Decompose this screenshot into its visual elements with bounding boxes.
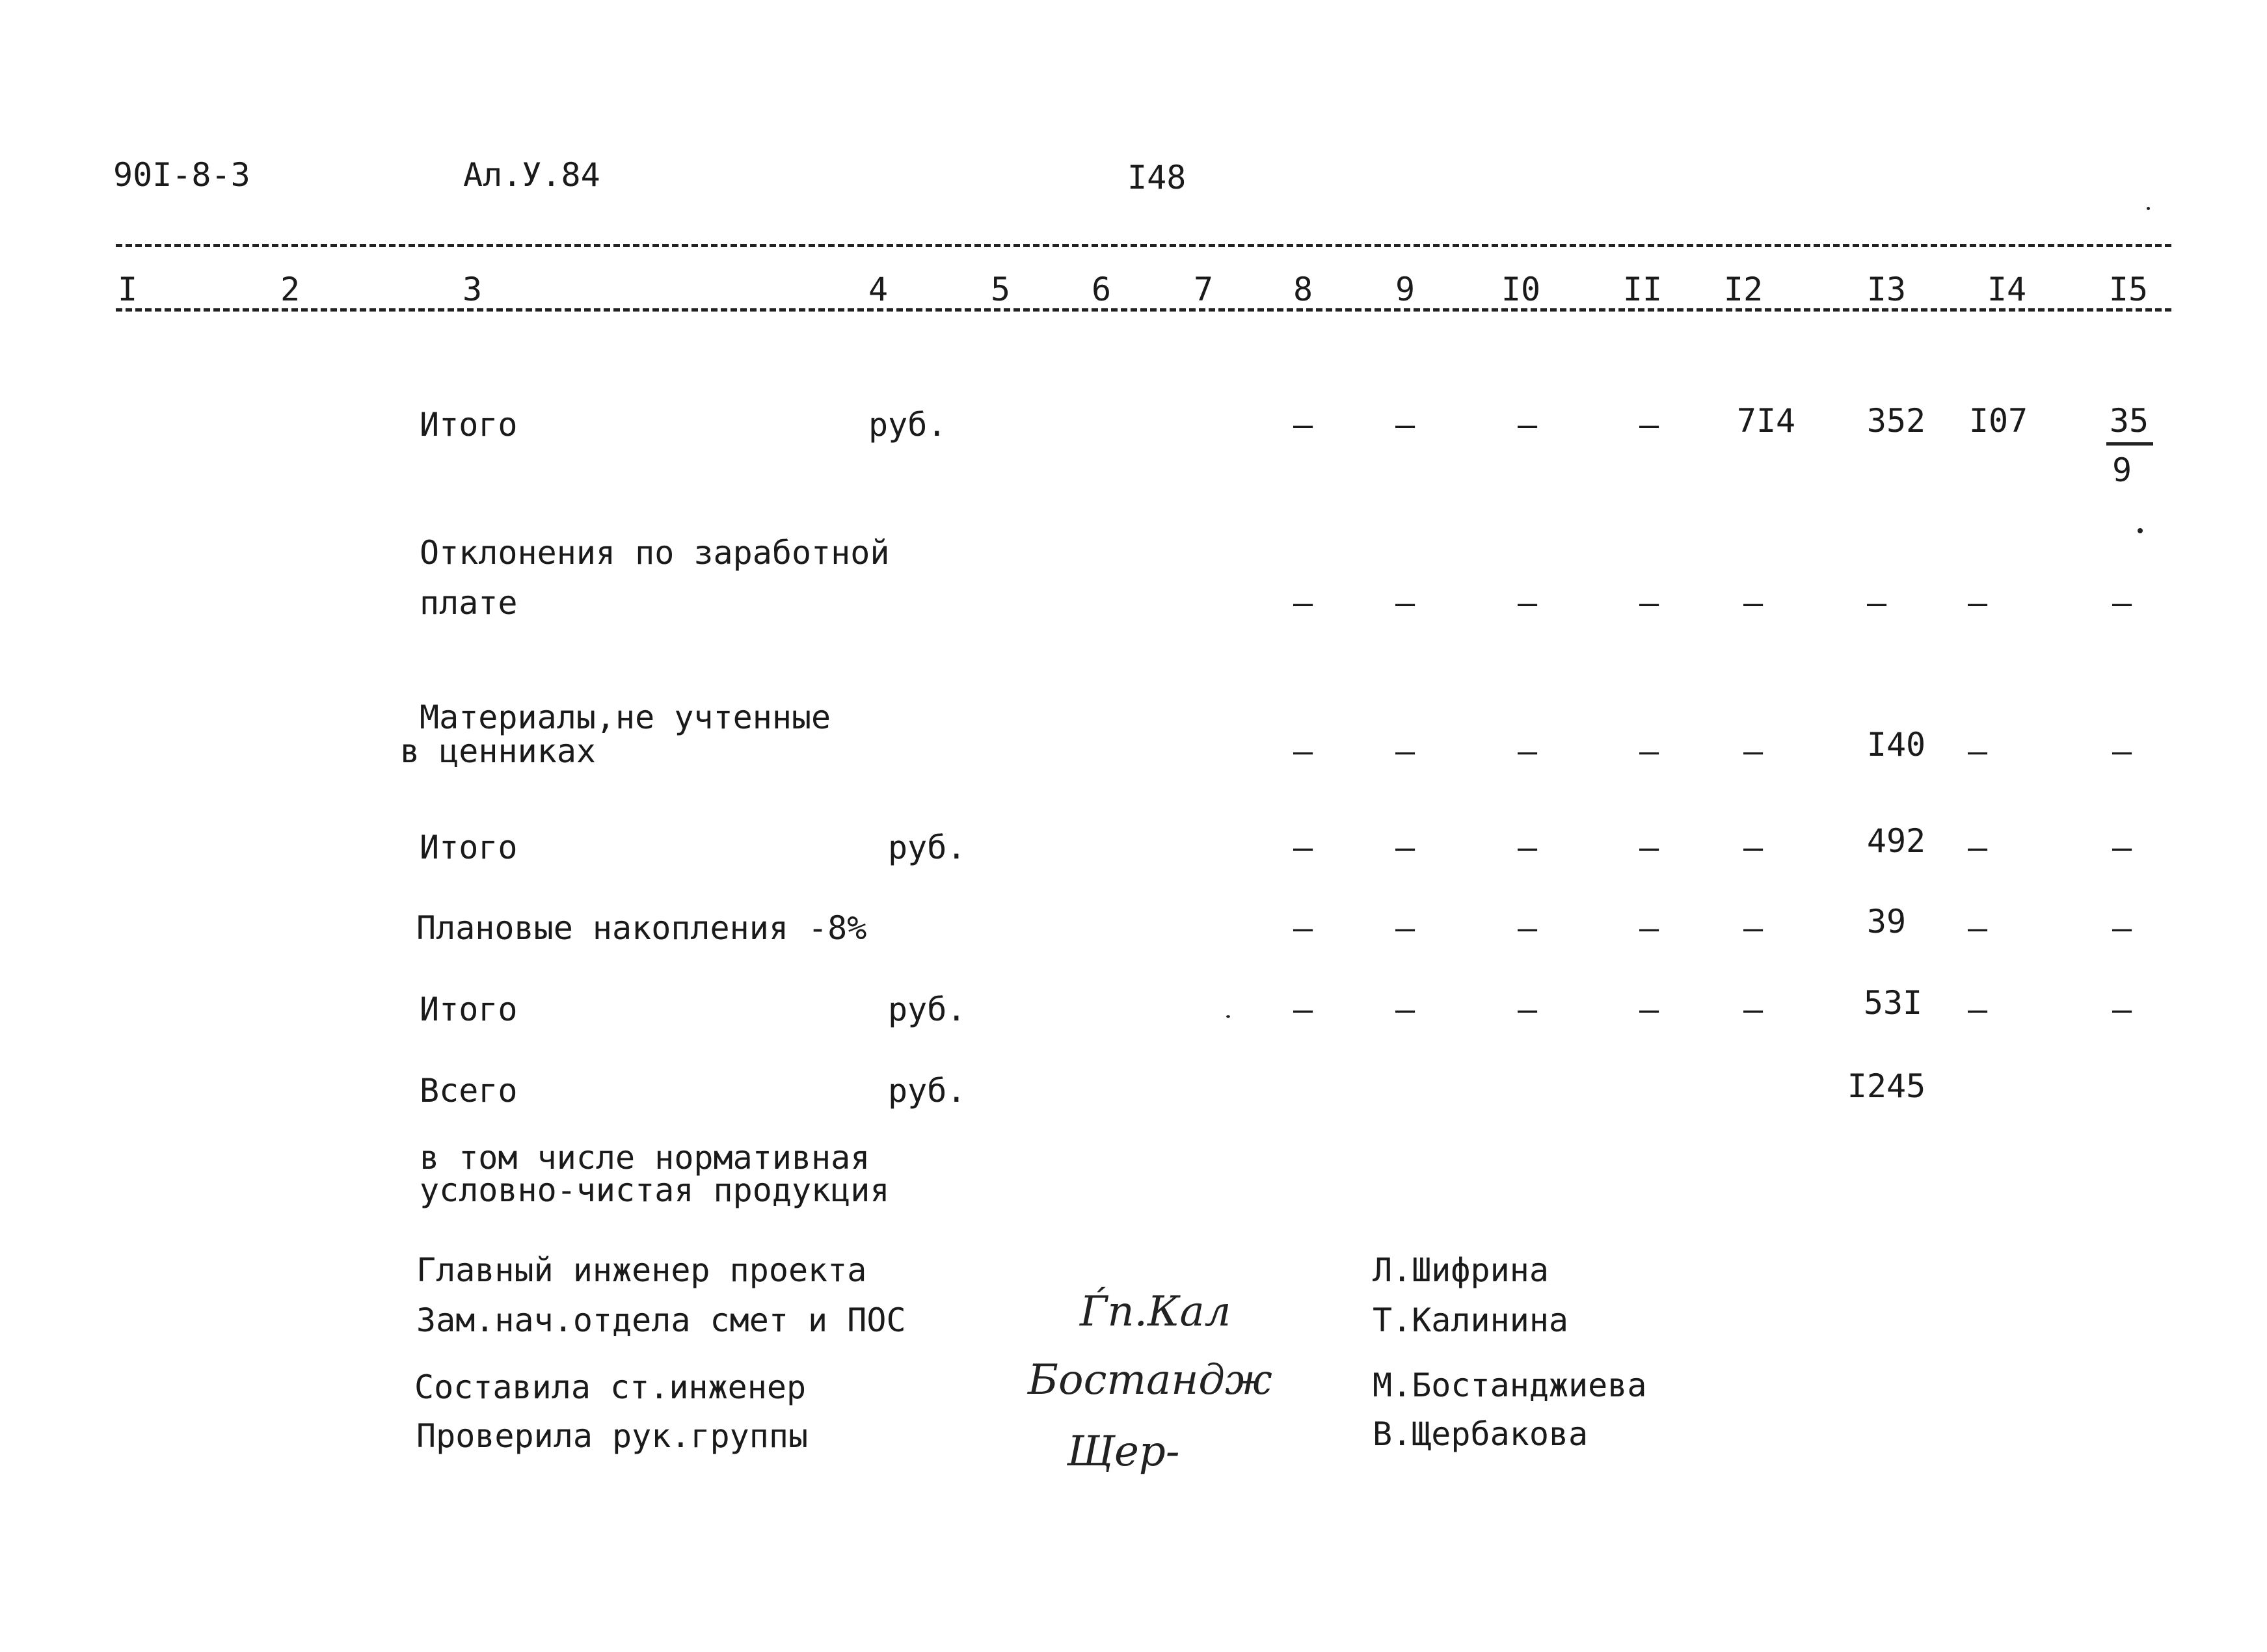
row-label: Всего [420,1072,518,1110]
signer-role: Главный инженер проекта [416,1251,867,1289]
cell-c8: – [1293,991,1313,1028]
col-header: II [1622,271,1663,308]
header-rule-top [116,244,2171,250]
header-rule-bottom [116,308,2171,314]
row-label: Итого [420,406,518,444]
row-unit: руб. [888,991,967,1028]
cell-c9: – [1395,829,1415,866]
cell-c13: I245 [1847,1067,1926,1105]
cell-c11: – [1639,909,1659,947]
row-label-line1: Материалы,не учтенные [420,699,831,736]
cell-c11: – [1639,991,1659,1028]
cell-c12: – [1743,991,1764,1028]
handwritten-signature: Бостандж [1028,1356,1272,1404]
cell-c15: – [2112,991,2132,1028]
cell-c10: – [1517,406,1538,444]
col-header: 4 [868,271,889,308]
cell-c15: – [2112,909,2132,947]
scan-speck [2138,528,2143,533]
cell-c14: – [1967,909,1988,947]
cell-c14: – [1967,991,1988,1028]
signer-name: Л.Шифрина [1373,1251,1549,1289]
scan-speck [1226,1015,1230,1018]
handwritten-signature: Ѓn.Кал [1080,1288,1231,1336]
row-label: Плановые накопления -8% [416,909,867,947]
row-label-line2: плате [420,584,518,622]
col-header: I [117,271,138,308]
row-label: Итого [420,991,518,1028]
cell-c10: – [1517,909,1538,947]
cell-c8: – [1293,829,1313,866]
cell-c10: – [1517,829,1538,866]
cell-c11: – [1639,406,1659,444]
doc-code: 90I-8-3 [113,156,250,194]
col-header: 2 [280,271,301,308]
cell-c8: – [1293,732,1313,770]
signer-role: Зам.нач.отдела смет и ПОС [416,1301,906,1339]
cell-c8: – [1293,584,1313,622]
cell-c10: – [1517,732,1538,770]
row-unit: руб. [888,1072,967,1110]
col-header: 5 [990,271,1011,308]
cell-c12: – [1743,732,1764,770]
cell-c10: – [1517,584,1538,622]
cell-c14: I07 [1968,402,2028,440]
cell-c13: – [1866,584,1887,622]
row-label-line2: условно-чистая продукция [420,1171,890,1209]
cell-c12: – [1743,584,1764,622]
fraction-bar [2106,442,2153,446]
row-unit: руб. [868,406,947,444]
row-unit: руб. [888,829,967,866]
cell-c8: – [1293,406,1313,444]
album-ref: Ал.У.84 [463,156,600,194]
cell-c9: – [1395,991,1415,1028]
col-header: I5 [2108,271,2149,308]
cell-c11: – [1639,584,1659,622]
col-header: 9 [1395,271,1415,308]
signer-name: В.Щербакова [1373,1415,1589,1453]
signer-name: Т.Калинина [1373,1301,1569,1339]
col-header: 8 [1293,271,1313,308]
col-header: I2 [1723,271,1764,308]
row-label: Итого [420,829,518,866]
cell-c9: – [1395,909,1415,947]
cell-c15: – [2112,584,2132,622]
cell-c15-numerator: 35 [2109,402,2149,440]
signer-name: М.Бостанджиева [1373,1366,1647,1404]
cell-c13: 352 [1866,402,1926,440]
handwritten-signature: Щер- [1067,1428,1180,1476]
col-header: 3 [462,271,483,308]
row-label-line2: в ценниках [400,732,597,770]
col-header: 6 [1091,271,1112,308]
cell-c10: – [1517,991,1538,1028]
cell-c9: – [1395,406,1415,444]
cell-c13: 39 [1866,903,1907,940]
cell-c11: – [1639,732,1659,770]
page-number: I48 [1127,159,1187,196]
cell-c13: 53I [1863,984,1923,1022]
row-label-line1: Отклонения по заработной [420,534,890,572]
cell-c14: – [1967,829,1988,866]
cell-c12: – [1743,909,1764,947]
cell-c13: 492 [1866,822,1926,860]
signer-role: Проверила рук.группы [416,1417,809,1455]
row-label-line1: в том числе нормативная [420,1139,870,1177]
col-header: I4 [1987,271,2027,308]
cell-c12: – [1743,829,1764,866]
cell-c11: – [1639,829,1659,866]
cell-c14: – [1967,584,1988,622]
col-header: I3 [1866,271,1907,308]
cell-c15: – [2112,829,2132,866]
cell-c8: – [1293,909,1313,947]
col-header: I0 [1501,271,1541,308]
cell-c14: – [1967,732,1988,770]
signer-role: Составила ст.инженер [414,1368,807,1406]
col-header: 7 [1193,271,1214,308]
cell-c9: – [1395,584,1415,622]
cell-c13: I40 [1866,726,1926,764]
cell-c12: 7I4 [1736,402,1796,440]
cell-c15: – [2112,732,2132,770]
cell-c15-denominator: 9 [2112,451,2132,489]
scan-speck [2147,207,2150,210]
cell-c9: – [1395,732,1415,770]
